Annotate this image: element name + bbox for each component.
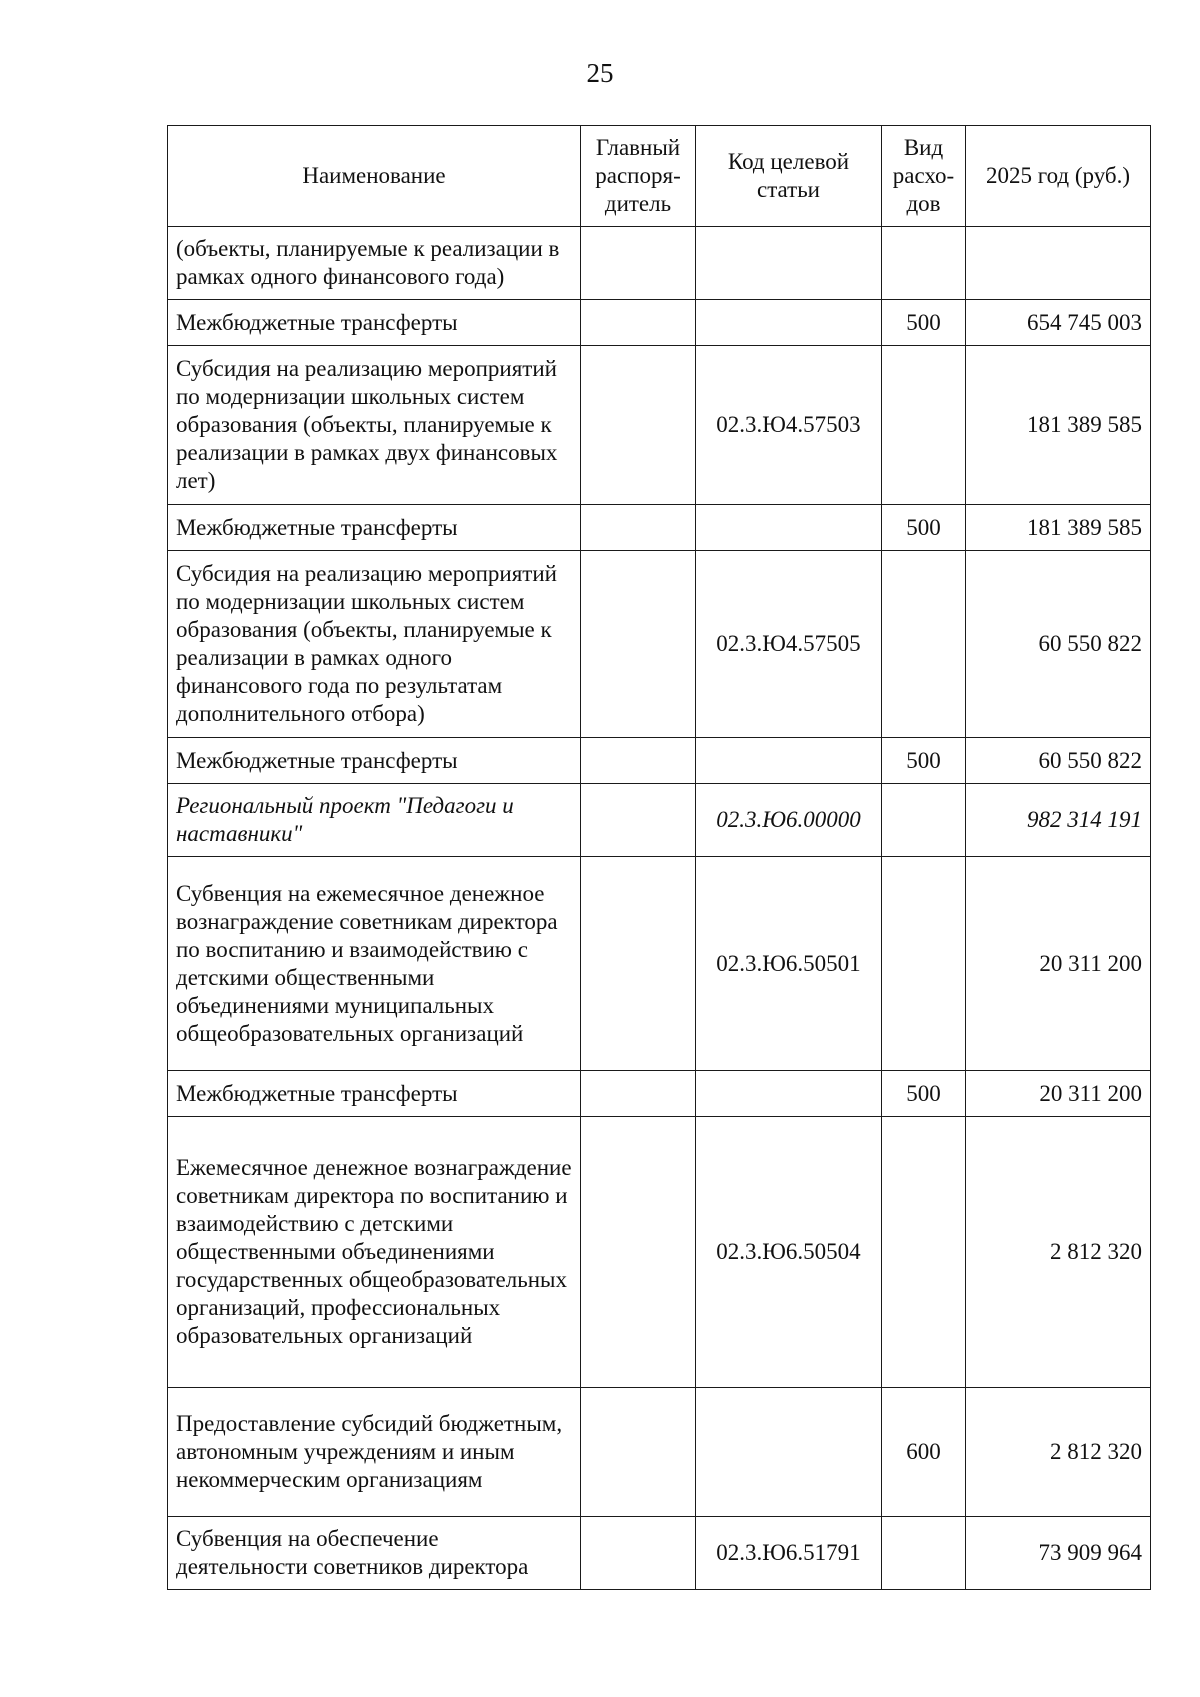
row-admin [581, 551, 696, 738]
row-admin [581, 1117, 696, 1388]
row-type: 600 [882, 1388, 966, 1517]
row-amount: 982 314 191 [966, 784, 1151, 857]
row-code [696, 227, 882, 300]
row-admin [581, 738, 696, 784]
row-amount: 60 550 822 [966, 738, 1151, 784]
row-name: Предоставление субсидий бюджетным, автономным учреждениям и иным некоммерческим организациям [168, 1388, 581, 1517]
table-row [168, 738, 1151, 784]
table-row [168, 1388, 1151, 1517]
row-admin [581, 1517, 696, 1590]
row-type: 500 [882, 505, 966, 551]
row-amount: 60 550 822 [966, 551, 1151, 738]
table-row [168, 1071, 1151, 1117]
row-amount [966, 227, 1151, 300]
row-name: Межбюджетные трансферты [168, 300, 581, 346]
row-admin [581, 1388, 696, 1517]
row-name: Субсидия на реализацию мероприятий по модернизации школьных систем образования (объекты, планируемые к реализации в рамках одного финансового года по результатам дополнительного отбора) [168, 551, 581, 738]
row-amount: 181 389 585 [966, 505, 1151, 551]
table-row [168, 1117, 1151, 1388]
row-code: 02.3.Ю6.00000 [696, 784, 882, 857]
table-row [168, 551, 1151, 738]
row-type: 500 [882, 300, 966, 346]
row-admin [581, 300, 696, 346]
row-name: Субвенция на ежемесячное денежное вознаграждение советникам директора по воспитанию и взаимодействию с детскими общественными объединениями муниципальных общеобразовательных организаций [168, 857, 581, 1071]
row-type [882, 857, 966, 1071]
row-code: 02.3.Ю6.51791 [696, 1517, 882, 1590]
row-type [882, 784, 966, 857]
row-type: 500 [882, 738, 966, 784]
row-code [696, 505, 882, 551]
row-code [696, 1071, 882, 1117]
row-amount: 181 389 585 [966, 346, 1151, 505]
row-name: Межбюджетные трансферты [168, 1071, 581, 1117]
row-admin [581, 784, 696, 857]
row-code: 02.3.Ю4.57503 [696, 346, 882, 505]
row-type [882, 227, 966, 300]
row-code: 02.3.Ю6.50501 [696, 857, 882, 1071]
row-code [696, 300, 882, 346]
row-type [882, 346, 966, 505]
row-code [696, 1388, 882, 1517]
table-row [168, 1517, 1151, 1590]
table-row [168, 227, 1151, 300]
header-name: Наименование [168, 126, 581, 227]
row-code [696, 738, 882, 784]
table-row [168, 300, 1151, 346]
row-amount: 73 909 964 [966, 1517, 1151, 1590]
budget-table [167, 125, 1151, 1590]
row-name: Субсидия на реализацию мероприятий по модернизации школьных систем образования (объекты, планируемые к реализации в рамках двух финансовых лет) [168, 346, 581, 505]
row-name: Межбюджетные трансферты [168, 738, 581, 784]
row-name: Межбюджетные трансферты [168, 505, 581, 551]
header-type: Вид расхо-дов [882, 126, 966, 227]
table-header-row [168, 126, 1151, 227]
header-admin: Главный распоря-дитель [581, 126, 696, 227]
page-number: 25 [586, 58, 614, 88]
row-admin [581, 505, 696, 551]
header-code: Код целевой статьи [696, 126, 882, 227]
row-name: Субвенция на обеспечение деятельности советников директора [168, 1517, 581, 1590]
row-amount: 654 745 003 [966, 300, 1151, 346]
row-admin [581, 1071, 696, 1117]
row-name: (объекты, планируемые к реализации в рамках одного финансового года) [168, 227, 581, 300]
row-name: Ежемесячное денежное вознаграждение советникам директора по воспитанию и взаимодействию с детскими общественными объединениями государственных общеобразовательных организаций, профессиональных образовательных организаций [168, 1117, 581, 1388]
row-type: 500 [882, 1071, 966, 1117]
row-amount: 2 812 320 [966, 1117, 1151, 1388]
table-row [168, 505, 1151, 551]
table-row [168, 784, 1151, 857]
row-code: 02.3.Ю6.50504 [696, 1117, 882, 1388]
row-type [882, 551, 966, 738]
header-amount: 2025 год (руб.) [966, 126, 1151, 227]
row-type [882, 1517, 966, 1590]
row-amount: 20 311 200 [966, 1071, 1151, 1117]
row-amount: 2 812 320 [966, 1388, 1151, 1517]
row-admin [581, 346, 696, 505]
row-name: Региональный проект "Педагоги и наставники" [168, 784, 581, 857]
table-row [168, 857, 1151, 1071]
row-amount: 20 311 200 [966, 857, 1151, 1071]
table-row [168, 346, 1151, 505]
row-admin [581, 857, 696, 1071]
row-admin [581, 227, 696, 300]
row-code: 02.3.Ю4.57505 [696, 551, 882, 738]
row-type [882, 1117, 966, 1388]
